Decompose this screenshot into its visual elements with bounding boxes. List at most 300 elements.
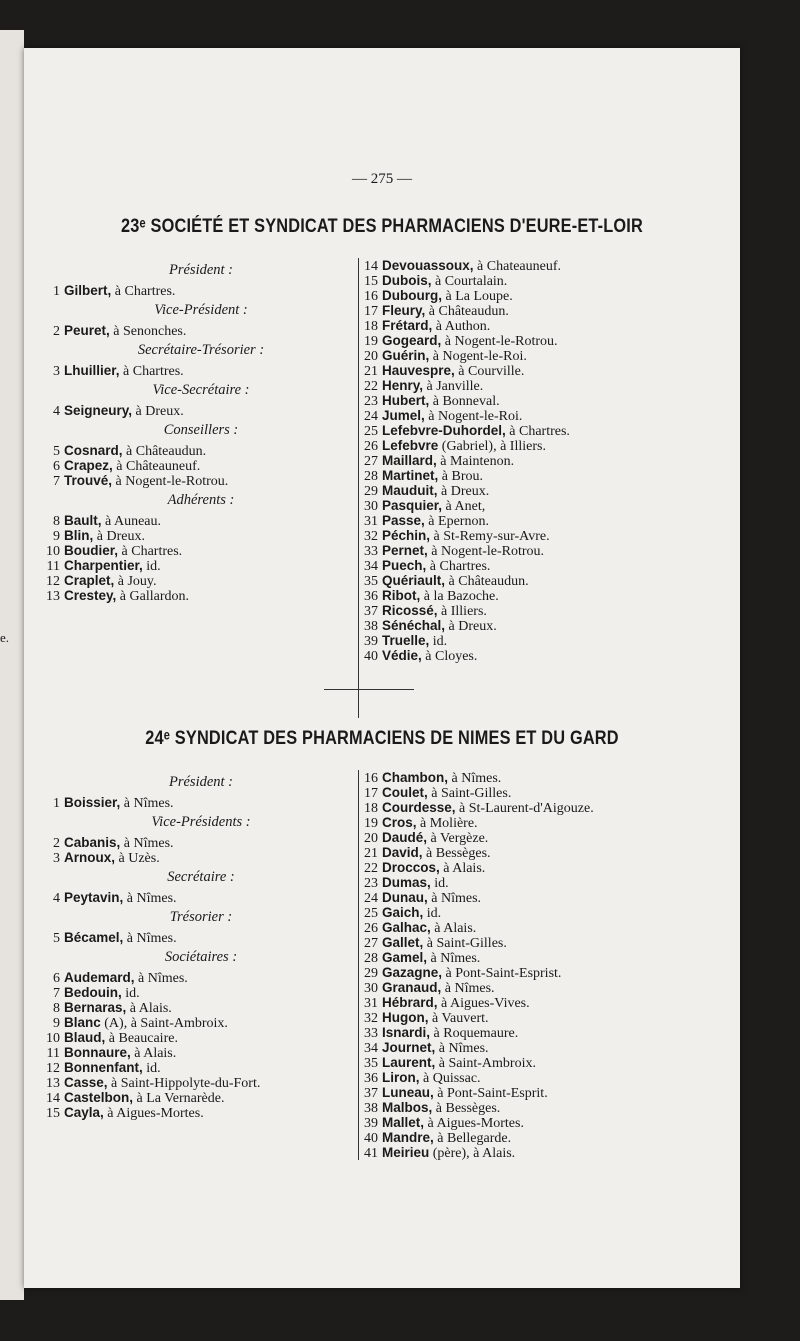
role-heading: Vice-Président : [154,302,248,318]
member-entry [46,835,356,850]
member-location: à Dreux. [135,404,184,419]
member-location: à Vauvert. [432,1011,489,1026]
member-name: Gaich, [382,905,424,920]
member-location: à Bellegarde. [437,1131,512,1146]
member-entry [364,498,724,513]
member-location: id. [434,876,449,891]
member-location: à Maintenon. [440,454,515,469]
member-location: à Nîmes. [126,891,177,906]
member-location: à Chartres. [509,424,570,439]
member-entry [364,785,734,800]
member-name: Henry, [382,378,424,393]
member-name: Boudier, [64,543,119,558]
member-number: 30 [364,981,378,996]
member-name: Pasquier, [382,498,443,513]
member-location: à Nogent-le-Roi. [432,349,527,364]
member-name: Blanc [64,1015,101,1030]
member-location: id. [146,559,161,574]
member-entry [364,453,724,468]
member-location: à Chartres. [123,364,184,379]
member-name: Bernaras, [64,1000,127,1015]
member-name: Hubert, [382,393,430,408]
member-entry [364,1025,734,1040]
member-entry [364,408,724,423]
member-name: Boissier, [64,795,121,810]
member-name: Journet, [382,1040,436,1055]
member-location: à Chartres. [114,284,176,299]
member-location: à Dreux. [441,484,490,499]
member-name: Bonnaure, [64,1045,131,1060]
member-entry [364,603,724,618]
member-number: 40 [364,649,378,664]
member-location: (Gabriel), à Illiers. [441,439,546,454]
member-number: 18 [364,319,378,334]
section2-left-column [46,770,356,1120]
member-number: 27 [364,454,378,469]
member-entry [46,1015,356,1030]
member-name: Malbos, [382,1100,433,1115]
member-name: Mandre, [382,1130,434,1145]
member-number: 3 [53,851,60,866]
role-heading: Trésorier : [169,909,233,925]
member-number: 26 [364,921,378,936]
member-entry [46,1045,356,1060]
member-entry [46,283,356,298]
document-page [24,48,740,1288]
member-number: 12 [46,574,60,589]
member-entry [364,258,724,273]
member-number: 25 [364,906,378,921]
member-number: 23 [364,394,378,409]
member-number: 38 [364,1101,378,1116]
member-number: 27 [364,936,378,951]
member-entry [364,950,734,965]
member-number: 16 [364,771,378,786]
member-entry [364,815,734,830]
member-location: id. [125,986,140,1001]
member-location: à Châteaudun. [428,304,509,319]
member-name: Crapez, [64,458,113,473]
previous-page-fragment: e. [0,630,10,645]
member-entry [46,890,356,905]
member-location: à Chateauneuf. [477,259,562,274]
member-name: Péchin, [382,528,431,543]
member-entry [364,333,724,348]
member-number: 39 [364,634,378,649]
member-number: 22 [364,379,378,394]
member-name: Martinet, [382,468,439,483]
member-location: à Nogent-le-Rotrou. [115,474,229,489]
member-name: Craplet, [64,573,115,588]
member-name: Devouassoux, [382,258,474,273]
member-number: 1 [53,284,60,299]
member-location: à Nogent-le-Rotrou. [431,544,545,559]
member-entry [46,528,356,543]
member-number: 17 [364,786,378,801]
member-location: à Senonches. [113,324,187,339]
member-name: Cros, [382,815,417,830]
member-number: 35 [364,1056,378,1071]
member-name: Dunau, [382,890,428,905]
member-name: Dubois, [382,273,432,288]
member-location: à Cloyes. [425,649,478,664]
member-name: Pernet, [382,543,428,558]
member-number: 38 [364,619,378,634]
member-entry [364,980,734,995]
member-name: Truelle, [382,633,430,648]
member-location: à Alais. [443,861,486,876]
member-location: à Dreux. [448,619,497,634]
member-location: à Epernon. [428,514,489,529]
member-number: 1 [53,796,60,811]
page-number: — 275 — [352,171,412,187]
member-entry [364,860,734,875]
member-name: Galhac, [382,920,431,935]
member-number: 39 [364,1116,378,1131]
member-entry [46,573,356,588]
member-name: David, [382,845,423,860]
member-number: 13 [46,589,60,604]
member-number: 24 [364,891,378,906]
member-name: Courdesse, [382,800,456,815]
member-entry [364,1130,734,1145]
member-name: Blin, [64,528,94,543]
member-location: à Aigues-Mortes. [427,1116,524,1131]
member-name: Gamel, [382,950,428,965]
member-number: 19 [364,816,378,831]
member-entry [46,1000,356,1015]
member-location: à Saint-Gilles. [426,936,507,951]
member-name: Bonnenfant, [64,1060,143,1075]
member-entry [46,1075,356,1090]
member-location: à Alais. [434,921,477,936]
member-location: à Gallardon. [119,589,189,604]
member-location: à Bonneval. [432,394,500,409]
member-entry [46,403,356,418]
member-name: Dumas, [382,875,431,890]
member-entry [364,1040,734,1055]
member-location: à Illiers. [441,604,487,619]
member-entry [46,970,356,985]
member-entry [364,348,724,363]
member-name: Guérin, [382,348,430,363]
member-name: Gilbert, [64,283,112,298]
role-heading: Secrétaire-Trésorier : [137,342,265,358]
member-number: 14 [46,1091,60,1106]
section-separator [324,689,414,690]
member-location: à Nîmes. [431,891,482,906]
member-number: 33 [364,1026,378,1041]
member-location: à St-Remy-sur-Avre. [433,529,550,544]
member-name: Védie, [382,648,422,663]
member-location: à Dreux. [96,529,145,544]
member-number: 31 [364,514,378,529]
member-location: à Nîmes. [451,771,502,786]
member-name: Trouvé, [64,473,113,488]
member-entry [364,1085,734,1100]
member-number: 6 [53,459,60,474]
member-name: Gazagne, [382,965,443,980]
member-name: Lefebvre-Duhordel, [382,423,506,438]
role-heading: Président : [168,262,234,278]
member-name: Hébrard, [382,995,438,1010]
member-location: à Nîmes. [430,951,481,966]
member-entry [364,618,724,633]
member-number: 41 [364,1146,378,1161]
member-entry [364,303,724,318]
member-entry [46,1105,356,1120]
member-number: 40 [364,1131,378,1146]
role-heading: Vice-Présidents : [151,814,251,830]
member-location: à Anet, [445,499,486,514]
member-number: 2 [53,324,60,339]
member-name: Daudé, [382,830,428,845]
member-location: à Courville. [458,364,525,379]
member-number: 4 [53,404,60,419]
member-number: 15 [364,274,378,289]
member-name: Puech, [382,558,427,573]
member-entry [46,323,356,338]
member-number: 13 [46,1076,60,1091]
member-number: 37 [364,1086,378,1101]
member-name: Lefebvre [382,438,439,453]
member-number: 8 [53,1001,60,1016]
member-name: Audemard, [64,970,135,985]
member-number: 24 [364,409,378,424]
member-number: 29 [364,484,378,499]
member-location: à Beaucaire. [108,1031,178,1046]
member-name: Chambon, [382,770,448,785]
member-entry [46,1030,356,1045]
member-number: 11 [46,1046,60,1061]
member-number: 5 [53,444,60,459]
member-number: 3 [53,364,60,379]
member-entry [46,985,356,1000]
member-entry [46,513,356,528]
member-location: à Auneau. [105,514,161,529]
member-location: à Vergèze. [430,831,489,846]
member-name: Hauvespre, [382,363,455,378]
member-location: à Châteaudun. [126,444,207,459]
member-location: à Molière. [420,816,478,831]
member-number: 9 [53,1016,60,1031]
member-entry [364,1055,734,1070]
member-entry [364,393,724,408]
member-entry [364,935,734,950]
member-name: Coulet, [382,785,428,800]
member-number: 22 [364,861,378,876]
member-location: à Saint-Hippolyte-du-Fort. [111,1076,261,1091]
member-name: Mauduit, [382,483,438,498]
member-number: 10 [46,544,60,559]
member-number: 33 [364,544,378,559]
member-entry [364,830,734,845]
member-location: à Nîmes. [123,836,174,851]
member-entry [46,363,356,378]
member-location: (A), à Saint-Ambroix. [104,1016,228,1031]
member-name: Bedouin, [64,985,122,1000]
member-entry [46,930,356,945]
member-number: 11 [46,559,60,574]
member-name: Cayla, [64,1105,104,1120]
member-location: à Roquemaure. [433,1026,519,1041]
role-heading: Secrétaire : [167,869,235,885]
section2-right-column [364,770,734,1160]
member-location: à Authon. [435,319,491,334]
member-number: 19 [364,334,378,349]
member-name: Peuret, [64,323,110,338]
member-number: 34 [364,1041,378,1056]
member-location: à Pont-Saint-Esprist. [445,966,562,981]
member-entry [364,633,724,648]
member-number: 15 [46,1106,60,1121]
member-location: id. [146,1061,161,1076]
member-number: 4 [53,891,60,906]
member-name: Laurent, [382,1055,436,1070]
member-name: Liron, [382,1070,420,1085]
member-name: Cosnard, [64,443,123,458]
member-number: 12 [46,1061,60,1076]
member-entry [364,318,724,333]
member-number: 34 [364,559,378,574]
member-location: à Nîmes. [138,971,188,986]
member-number: 20 [364,831,378,846]
member-entry [364,1115,734,1130]
member-location: à Alais. [129,1001,172,1016]
member-number: 36 [364,1071,378,1086]
member-location: id. [426,906,442,921]
member-name: Gogeard, [382,333,442,348]
section-title-nimes-gard: 24ᵉ SYNDICAT DES PHARMACIENS DE NIMES ET DU GARD [145,728,619,749]
column-divider [358,258,359,718]
member-location: à Châteaudun. [448,574,529,589]
member-name: Crestey, [64,588,117,603]
member-number: 30 [364,499,378,514]
member-location: à Saint-Gilles. [431,786,512,801]
member-location: à Châteauneuf. [116,459,201,474]
member-number: 35 [364,574,378,589]
member-number: 23 [364,876,378,891]
member-name: Quériault, [382,573,446,588]
member-location: à Janville. [426,379,484,394]
member-name: Ricossé, [382,603,438,618]
member-number: 31 [364,996,378,1011]
member-name: Passe, [382,513,425,528]
member-entry [46,850,356,865]
member-name: Bault, [64,513,102,528]
member-number: 21 [364,364,378,379]
member-entry [364,965,734,980]
member-location: à Uzès. [118,851,160,866]
member-entry [364,1100,734,1115]
member-number: 32 [364,529,378,544]
member-number: 2 [53,836,60,851]
member-name: Bécamel, [64,930,124,945]
member-location: à Jouy. [117,574,157,589]
member-entry [364,588,724,603]
member-number: 10 [46,1031,60,1046]
member-name: Jumel, [382,408,425,423]
member-location: à Nîmes. [123,796,174,811]
member-location: à la Bazoche. [423,589,499,604]
member-number: 16 [364,289,378,304]
member-name: Meirieu [382,1145,430,1160]
member-entry [46,1090,356,1105]
member-number: 32 [364,1011,378,1026]
member-location: à La Vernarède. [136,1091,225,1106]
member-entry [46,443,356,458]
member-entry [364,438,724,453]
member-number: 25 [364,424,378,439]
member-entry [364,890,734,905]
section1-left-column [46,258,356,603]
member-number: 28 [364,469,378,484]
member-number: 6 [53,971,60,986]
member-entry [364,573,724,588]
role-heading: Adhérents : [167,492,235,508]
member-name: Lhuillier, [64,363,120,378]
member-name: Hugon, [382,1010,429,1025]
member-location: à Pont-Saint-Esprit. [437,1086,548,1101]
member-location: à Aigues-Vives. [441,996,530,1011]
member-number: 17 [364,304,378,319]
member-name: Luneau, [382,1085,434,1100]
member-location: id. [432,634,448,649]
member-entry [364,423,724,438]
member-name: Ribot, [382,588,421,603]
member-entry [364,558,724,573]
member-number: 14 [364,259,378,274]
member-name: Blaud, [64,1030,106,1045]
member-name: Dubourg, [382,288,442,303]
member-number: 7 [53,474,60,489]
member-name: Droccos, [382,860,440,875]
member-number: 8 [53,514,60,529]
member-location: à Chartres. [121,544,183,559]
previous-page-edge [0,30,24,1300]
member-number: 29 [364,966,378,981]
member-entry [46,1060,356,1075]
member-location: à Alais. [134,1046,177,1061]
member-location: à Brou. [441,469,483,484]
member-name: Fleury, [382,303,426,318]
member-entry [364,1010,734,1025]
member-location: à Nîmes. [444,981,495,996]
member-entry [364,1145,734,1160]
member-location: à Nîmes. [126,931,177,946]
member-name: Maillard, [382,453,437,468]
member-entry [364,995,734,1010]
member-name: Cabanis, [64,835,121,850]
member-entry [46,558,356,573]
role-heading: Sociétaires : [164,949,238,965]
member-location: à St-Laurent-d'Aigouze. [459,801,594,816]
member-number: 37 [364,604,378,619]
member-number: 7 [53,986,60,1001]
member-location: à Quissac. [423,1071,481,1086]
member-number: 28 [364,951,378,966]
member-name: Isnardi, [382,1025,431,1040]
member-entry [46,458,356,473]
member-location: à Nogent-le-Rotrou. [444,334,558,349]
member-entry [46,543,356,558]
member-number: 26 [364,439,378,454]
member-entry [46,588,356,603]
member-entry [364,1070,734,1085]
member-number: 36 [364,589,378,604]
member-entry [364,648,724,663]
member-name: Gallet, [382,935,424,950]
